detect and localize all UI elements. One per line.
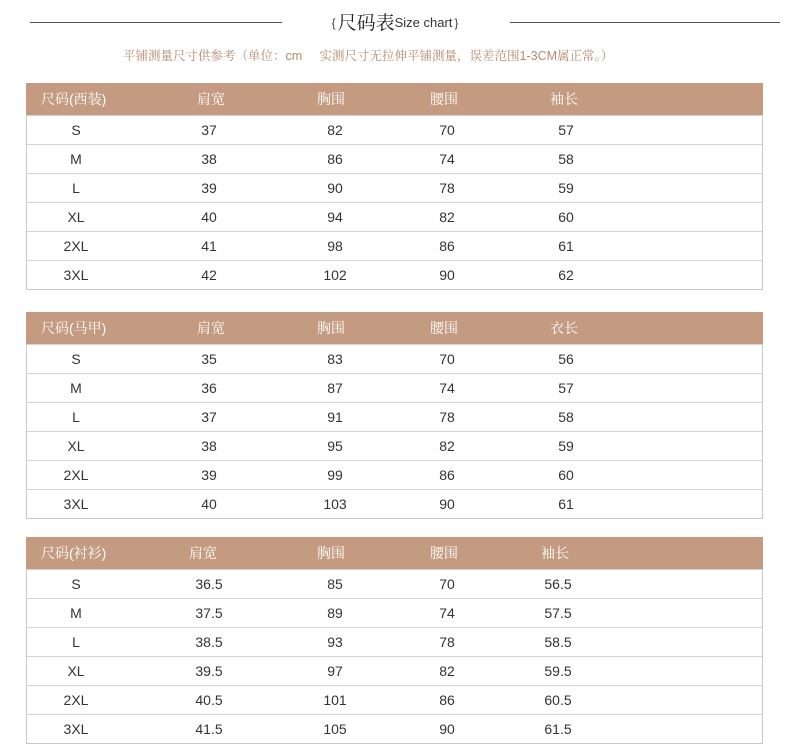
header-size: 尺码(马甲) <box>41 320 107 336</box>
cell-size: L <box>72 634 80 650</box>
cell-chest: 97 <box>327 663 343 679</box>
cell-chest: 86 <box>327 151 343 167</box>
header-shoulder: 肩宽 <box>197 320 225 336</box>
cell-size: 3XL <box>63 496 89 512</box>
cell-length: 56 <box>558 351 574 367</box>
measurement-note: 平铺测量尺寸供参考（单位：cm 实测尺寸无拉伸平铺测量，误差范围1-3CM属正常。） <box>123 49 614 63</box>
cell-waist: 74 <box>439 380 455 396</box>
cell-chest: 89 <box>327 605 343 621</box>
cell-waist: 82 <box>439 209 455 225</box>
cell-sleeve: 57 <box>558 122 574 138</box>
table-header <box>26 83 763 115</box>
cell-waist: 70 <box>439 576 455 592</box>
cell-size: M <box>70 151 82 167</box>
cell-chest: 90 <box>327 180 343 196</box>
cell-shoulder: 38.5 <box>195 634 223 650</box>
cell-waist: 86 <box>439 238 455 254</box>
cell-chest: 102 <box>323 267 347 283</box>
table-row <box>27 173 762 202</box>
cell-sleeve: 61.5 <box>544 721 572 737</box>
cell-waist: 74 <box>439 151 455 167</box>
size-table-vest <box>26 312 763 519</box>
cell-size: 3XL <box>63 267 89 283</box>
table-row <box>27 489 762 518</box>
cell-shoulder: 39 <box>201 180 217 196</box>
cell-waist: 82 <box>439 663 455 679</box>
cell-chest: 95 <box>327 438 343 454</box>
cell-shoulder: 37 <box>201 409 217 425</box>
cell-sleeve: 62 <box>558 267 574 283</box>
cell-shoulder: 39 <box>201 467 217 483</box>
cell-sleeve: 56.5 <box>544 576 572 592</box>
table-row <box>27 231 762 260</box>
cell-waist: 86 <box>439 692 455 708</box>
cell-length: 58 <box>558 409 574 425</box>
cell-waist: 70 <box>439 351 455 367</box>
cell-size: S <box>71 576 81 592</box>
cell-sleeve: 59.5 <box>544 663 572 679</box>
cell-waist: 82 <box>439 438 455 454</box>
cell-shoulder: 36 <box>201 380 217 396</box>
size-chart-title <box>0 8 790 34</box>
cell-waist: 78 <box>439 409 455 425</box>
cell-size: 2XL <box>63 467 89 483</box>
header-size: 尺码(西装) <box>41 91 107 107</box>
header-sleeve: 袖长 <box>550 91 578 107</box>
cell-waist: 90 <box>439 721 455 737</box>
cell-waist: 74 <box>439 605 455 621</box>
cell-shoulder: 37 <box>201 122 217 138</box>
cell-chest: 103 <box>323 496 347 512</box>
cell-waist: 78 <box>439 634 455 650</box>
table-row <box>27 569 762 598</box>
cell-length: 61 <box>558 496 574 512</box>
cell-size: S <box>71 122 81 138</box>
cell-shoulder: 42 <box>201 267 217 283</box>
table-row <box>27 115 762 144</box>
table-row <box>27 460 762 489</box>
cell-shoulder: 40.5 <box>195 692 223 708</box>
cell-size: XL <box>67 438 85 454</box>
title-en: Size chart <box>394 15 453 30</box>
cell-chest: 99 <box>327 467 343 483</box>
header-waist: 腰围 <box>430 320 458 336</box>
table-row <box>27 373 762 402</box>
title-divider-right <box>510 22 780 23</box>
cell-size: L <box>72 409 80 425</box>
cell-chest: 94 <box>327 209 343 225</box>
cell-chest: 93 <box>327 634 343 650</box>
table-row <box>27 656 762 685</box>
cell-size: M <box>70 605 82 621</box>
cell-size: L <box>72 180 80 196</box>
header-waist: 腰围 <box>430 545 458 561</box>
cell-length: 60 <box>558 467 574 483</box>
cell-size: 2XL <box>63 692 89 708</box>
table-header <box>26 537 763 569</box>
table-row <box>27 402 762 431</box>
cell-chest: 85 <box>327 576 343 592</box>
cell-size: M <box>70 380 82 396</box>
header-chest: 胸围 <box>317 320 345 336</box>
table-row <box>27 714 762 743</box>
cell-shoulder: 38 <box>201 151 217 167</box>
cell-shoulder: 41.5 <box>195 721 223 737</box>
header-size: 尺码(衬衫) <box>41 545 107 561</box>
cell-size: 2XL <box>63 238 89 254</box>
cell-chest: 98 <box>327 238 343 254</box>
cell-length: 59 <box>558 438 574 454</box>
cell-shoulder: 40 <box>201 209 217 225</box>
cell-chest: 87 <box>327 380 343 396</box>
cell-chest: 91 <box>327 409 343 425</box>
header-waist: 腰围 <box>430 91 458 107</box>
cell-size: 3XL <box>63 721 89 737</box>
cell-shoulder: 37.5 <box>195 605 223 621</box>
title-zh: 尺码表 <box>337 13 395 34</box>
cell-waist: 78 <box>439 180 455 196</box>
cell-shoulder: 39.5 <box>195 663 223 679</box>
cell-length: 57 <box>558 380 574 396</box>
header-shoulder: 肩宽 <box>189 545 217 561</box>
cell-sleeve: 60.5 <box>544 692 572 708</box>
cell-shoulder: 41 <box>201 238 217 254</box>
cell-sleeve: 58 <box>558 151 574 167</box>
cell-sleeve: 57.5 <box>544 605 572 621</box>
header-sleeve: 袖长 <box>541 545 569 561</box>
table-row <box>27 431 762 460</box>
cell-sleeve: 61 <box>558 238 574 254</box>
header-chest: 胸围 <box>317 545 345 561</box>
header-length: 衣长 <box>550 320 578 336</box>
cell-size: XL <box>67 663 85 679</box>
table-row <box>27 627 762 656</box>
size-table-suit <box>26 83 763 290</box>
table-row <box>27 144 762 173</box>
title-brace-open: { <box>331 16 336 30</box>
cell-shoulder: 38 <box>201 438 217 454</box>
cell-waist: 90 <box>439 496 455 512</box>
cell-shoulder: 40 <box>201 496 217 512</box>
cell-shoulder: 35 <box>201 351 217 367</box>
cell-sleeve: 59 <box>558 180 574 196</box>
cell-size: XL <box>67 209 85 225</box>
header-shoulder: 肩宽 <box>197 91 225 107</box>
table-header <box>26 312 763 344</box>
cell-waist: 86 <box>439 467 455 483</box>
header-chest: 胸围 <box>317 91 345 107</box>
cell-shoulder: 36.5 <box>195 576 223 592</box>
cell-chest: 105 <box>323 721 347 737</box>
table-row <box>27 202 762 231</box>
cell-waist: 90 <box>439 267 455 283</box>
title-brace-close: } <box>454 16 459 30</box>
cell-chest: 101 <box>323 692 347 708</box>
cell-waist: 70 <box>439 122 455 138</box>
cell-sleeve: 60 <box>558 209 574 225</box>
table-row <box>27 344 762 373</box>
cell-chest: 82 <box>327 122 343 138</box>
cell-chest: 83 <box>327 351 343 367</box>
table-row <box>27 260 762 289</box>
cell-size: S <box>71 351 81 367</box>
size-table-shirt <box>26 537 763 744</box>
cell-sleeve: 58.5 <box>544 634 572 650</box>
table-row <box>27 685 762 714</box>
table-row <box>27 598 762 627</box>
